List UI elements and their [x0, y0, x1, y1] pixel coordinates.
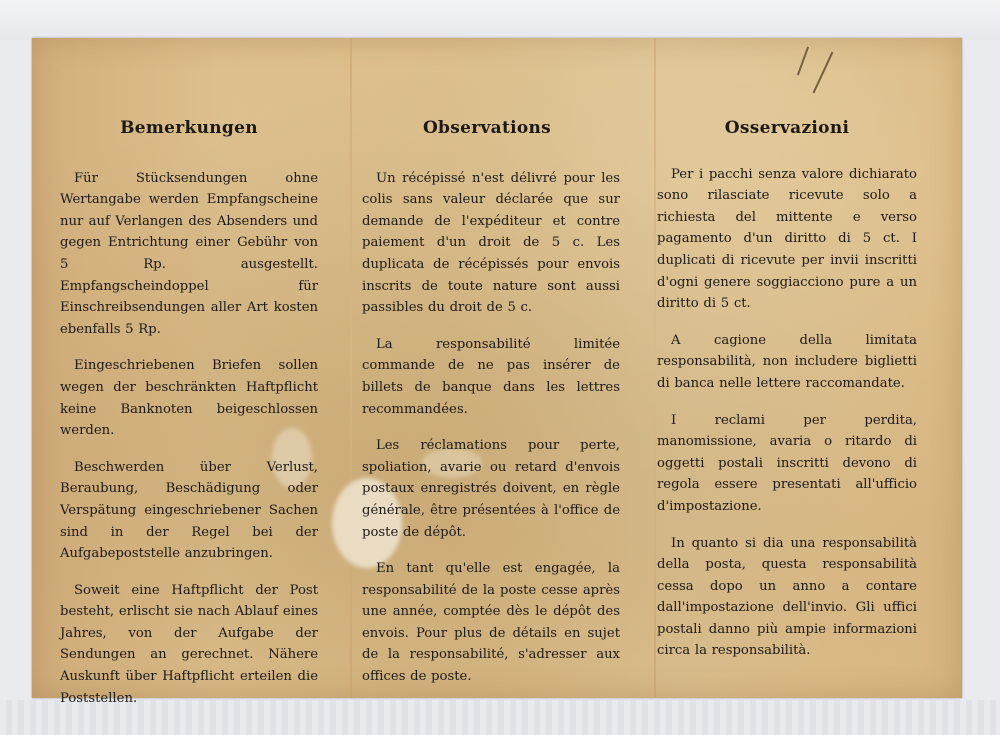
paragraph: Soweit eine Haftpflicht der Post besteht, erlischt sie nach Ablauf eines Jahres, von der Aufgabe der Sendungen an gerechnet. Nähere Auskunft über Haftpflicht erteilen die Poststellen.: [60, 582, 318, 706]
paragraph: La responsabilité limitée commande de ne pas insérer de billets de banque dans les lettres recommandées.: [362, 336, 620, 417]
column-french: [362, 118, 620, 703]
fold-line-right: [654, 38, 656, 698]
paragraph: Les réclamations pour perte, spoliation, avarie ou retard d'envois postaux enregistrés doivent, en règle générale, être présentées à l'office de poste de dépôt.: [362, 438, 620, 540]
paragraph: A cagione della limitata responsabilità, non includere biglietti di banca nelle lettere raccomandate.: [657, 332, 917, 391]
fold-line-left: [350, 38, 352, 698]
heading-german: Bemerkungen: [120, 118, 258, 138]
column-german: [60, 118, 318, 724]
paragraph: Per i pacchi senza valore dichiarato sono rilasciate ricevute solo a richiesta del mittente e verso pagamento d'un diritto di 5 ct. I duplicati di ricevute per invii inscritti d'ogni genere soggiacciono pure a un diritto di 5 ct.: [657, 166, 917, 312]
paragraph: En tant qu'elle est engagée, la responsabilité de la poste cesse après une année, comptée dès le dépôt des envois. Pour plus de détails en sujet de la responsabilité, s'adresser aux offices de poste.: [362, 561, 620, 685]
postal-receipt-back: [32, 38, 962, 706]
paragraph: Eingeschriebenen Briefen sollen wegen der beschränkten Haftpflicht keine Banknoten beigeschlossen werden.: [60, 358, 318, 439]
heading-italian: Osservazioni: [724, 118, 850, 138]
paragraph: I reclami per perdita, manomissione, avaria o ritardo di oggetti postali inscritti devono di regola essere presentati all'ufficio d'impostazione.: [657, 412, 917, 514]
ink-scratch-mark: [813, 52, 834, 94]
paragraph: Un récépissé n'est délivré pour les colis sans valeur déclarée que sur demande de l'expéditeur et contre paiement d'un droit de 5 c. Les duplicata de récépissés pour envois inscrits de toute nature sont aussi passibles du droit de 5 c.: [362, 170, 620, 316]
column-italian: [657, 118, 917, 677]
heading-french: Observations: [422, 118, 552, 138]
paragraph: Beschwerden über Verlust, Beraubung, Beschädigung oder Verspätung eingeschriebener Sachen sind in der Regel bei der Aufgabepoststelle anzubringen.: [60, 459, 318, 562]
paragraph: In quanto si dia una responsabilità della posta, questa responsabilità cessa dopo un anno a contare dall'impostazione dell'invio. Gli uffici postali danno più ampie informazioni circa la responsabilità.: [657, 535, 917, 659]
ink-scratch-mark: [797, 47, 809, 76]
scanner-background-top: [0, 0, 1000, 40]
paragraph: Für Stücksendungen ohne Wertangabe werden Empfangscheine nur auf Verlangen des Absenders und gegen Entrichtung einer Gebühr von 5 Rp. ausgestellt. Empfangscheindoppel für Einschreibsendungen aller Art kosten ebenfalls 5 Rp.: [60, 170, 318, 337]
